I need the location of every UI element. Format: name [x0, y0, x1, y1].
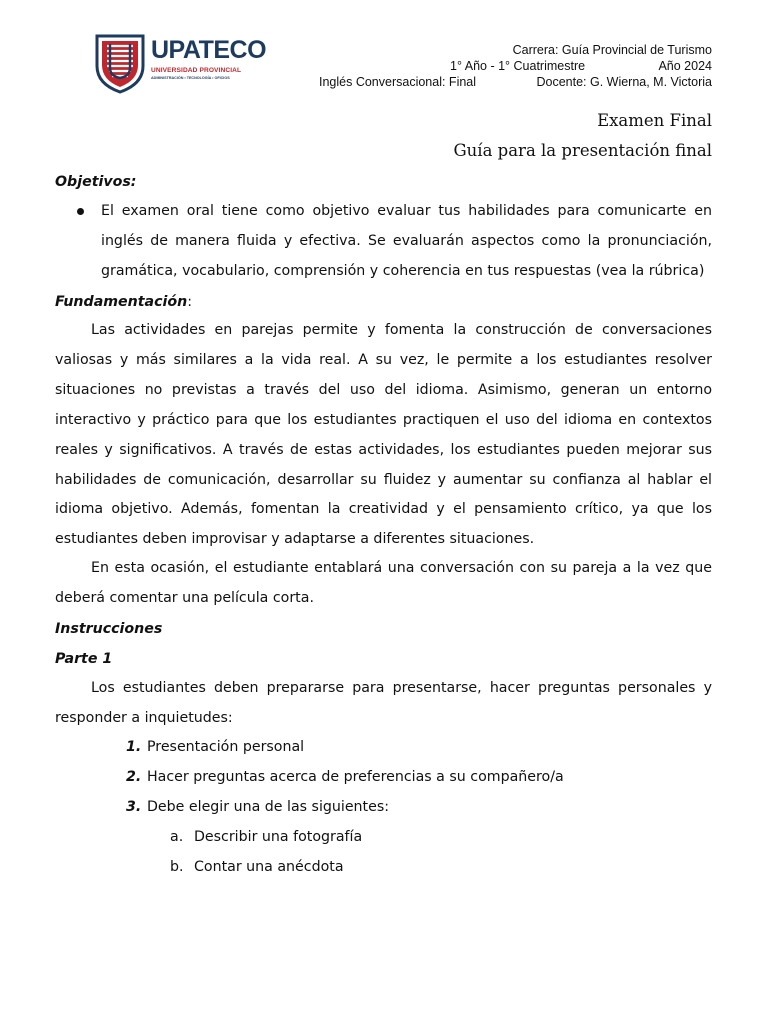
- list-item: Debe elegir una de las siguientes:: [147, 799, 390, 815]
- fundamentacion-heading: Fundamentación: [55, 294, 188, 310]
- header-carrera: Carrera: Guía Provincial de Turismo: [512, 43, 712, 57]
- sublist-letter: b.: [170, 859, 184, 875]
- logo-university-name: UNIVERSIDAD PROVINCIAL: [151, 67, 242, 74]
- instrucciones-intro: Los estudiantes deben prepararse para presentarse, hacer preguntas personales y responder a inquietudes:: [55, 680, 712, 726]
- header-materia: Inglés Conversacional: Final: [319, 75, 477, 89]
- logo-tagline: ADMINISTRACIÓN • TECNOLOGÍA • OFICIOS: [151, 76, 230, 80]
- sublist-item: Contar una anécdota: [194, 859, 344, 875]
- shield-emblem-icon: [93, 32, 147, 94]
- list-item: Hacer preguntas acerca de preferencias a su compañero/a: [147, 769, 564, 785]
- bullet-icon: [77, 208, 84, 215]
- sublist-item: Describir una fotografía: [194, 829, 363, 845]
- sublist-letter: a.: [170, 829, 184, 845]
- list-item: Presentación personal: [147, 739, 305, 755]
- university-logo: [93, 32, 267, 94]
- header-docente: Docente: G. Wierna, M. Victoria: [536, 75, 712, 89]
- instrucciones-heading: Instrucciones: [55, 621, 163, 637]
- fundamentacion-paragraph-2: En esta ocasión, el estudiante entablará una conversación con su pareja a la vez que deberá comentar una película corta.: [55, 560, 712, 606]
- header-periodo: 1° Año - 1° Cuatrimestre: [450, 59, 586, 73]
- list-number: 3.: [126, 799, 142, 815]
- header-anio: Año 2024: [658, 59, 712, 73]
- list-number: 1.: [126, 739, 142, 755]
- objetivos-bullet-text: El examen oral tiene como objetivo evaluar tus habilidades para comunicarte en inglés de manera fluida y efectiva. Se evaluarán aspectos como la pronunciación, gramática, vocabulario, comprensión y coherencia en tus respuestas (vea la rúbrica): [101, 203, 712, 279]
- fundamentacion-paragraph-1: Las actividades en parejas permite y fomenta la construcción de conversaciones valiosas y más similares a la vida real. A su vez, le permite a los estudiantes resolver situaciones no previstas a través del uso del idioma. Asimismo, generan un entorno interactivo y práctico para que los estudiantes practiquen el uso del idioma en contextos reales y significativos. A través de estas actividades, los estudiantes pueden mejorar sus habilidades de comunicación, desarrollar su fluidez y aumentar su confianza al hablar el idioma objetivo. Además, fomentan la creatividad y el pensamiento crítico, ya que los estudiantes deben improvisar y adaptarse a diferentes situaciones.: [55, 322, 712, 548]
- exam-title: Examen Final: [597, 111, 712, 130]
- exam-subtitle: Guía para la presentación final: [453, 141, 712, 160]
- objetivos-heading: Objetivos:: [55, 174, 137, 190]
- parte1-heading: Parte 1: [55, 651, 113, 667]
- list-number: 2.: [126, 769, 142, 785]
- fundamentacion-heading-row: [55, 293, 712, 311]
- logo-wordmark: UPATECO: [151, 36, 267, 64]
- fundamentacion-colon: :: [187, 294, 193, 310]
